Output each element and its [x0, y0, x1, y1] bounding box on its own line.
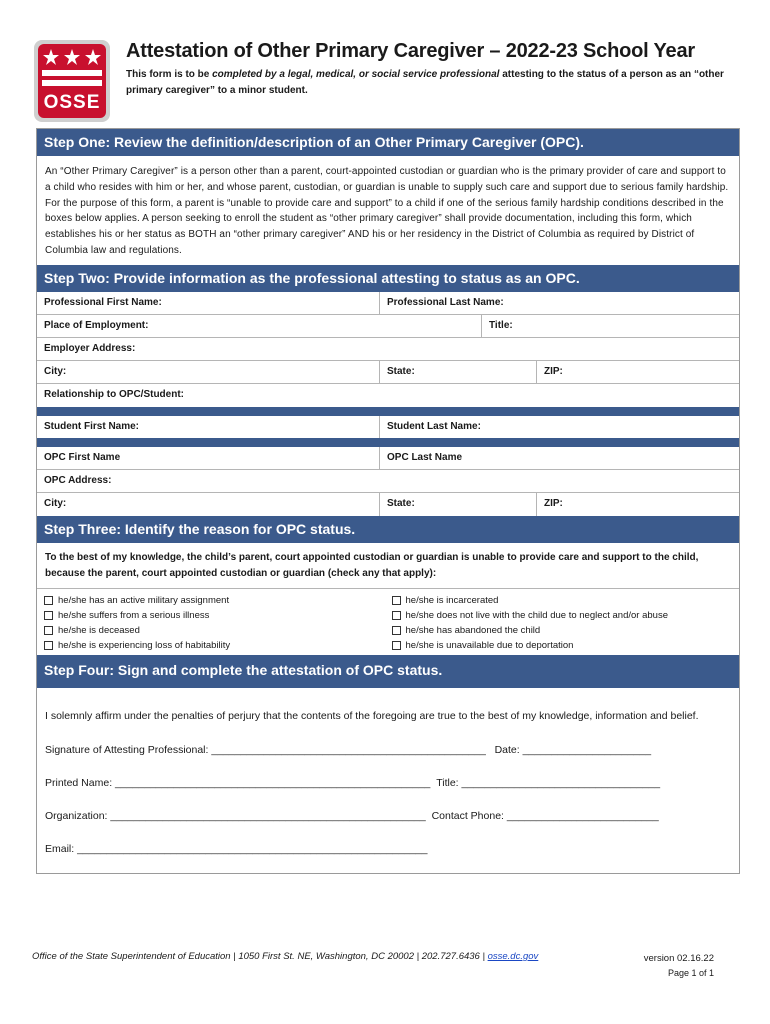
reason-deportation[interactable]: he/she is unavailable due to deportation	[392, 638, 740, 653]
opc-address-field[interactable]: OPC Address:	[44, 474, 112, 486]
relationship-row	[37, 384, 739, 407]
checkbox[interactable]	[44, 626, 53, 635]
opc-address-row	[37, 470, 739, 493]
version-block	[644, 951, 714, 981]
printed-name-line	[45, 777, 731, 810]
date-field[interactable]: Date: ______________________	[494, 743, 652, 756]
place-of-employment-field[interactable]: Place of Employment:	[37, 315, 482, 337]
printed-name-field[interactable]: Printed Name: ______________________________________________________	[45, 776, 431, 789]
checkbox[interactable]	[392, 596, 401, 605]
email-field[interactable]: Email: ____________________________________________________________	[45, 842, 428, 855]
signature-field[interactable]: Signature of Attesting Professional: _______________________________________________	[45, 743, 486, 756]
opc-name-row	[37, 447, 739, 470]
logo-text: OSSE	[43, 92, 101, 113]
employer-state-field[interactable]: State:	[380, 361, 537, 383]
organization-field[interactable]: Organization: ______________________________________________________	[45, 809, 426, 822]
reason-column-left	[44, 593, 392, 653]
student-last-name-field[interactable]: Student Last Name:	[387, 420, 481, 432]
checkbox[interactable]	[392, 611, 401, 620]
checkbox[interactable]	[392, 626, 401, 635]
checkbox[interactable]	[392, 641, 401, 650]
reason-military[interactable]: he/she has an active military assignment	[44, 593, 392, 608]
osse-logo	[34, 40, 110, 122]
step-three-heading: Step Three: Identify the reason for OPC status.	[37, 516, 739, 543]
step-four-body	[37, 688, 739, 873]
office-address: Office of the State Superintendent of Education | 1050 First St. NE, Washington, DC 20002 | 202.727.6436 |	[32, 951, 488, 962]
osse-website-link[interactable]: osse.dc.gov	[487, 951, 539, 962]
attestation-form	[36, 128, 740, 874]
signature-line	[45, 744, 731, 777]
reason-illness[interactable]: he/she suffers from a serious illness	[44, 608, 392, 623]
section-divider	[37, 438, 739, 447]
contact-phone-field[interactable]: Contact Phone: __________________________	[431, 809, 659, 822]
professional-first-name-field[interactable]: Professional First Name:	[37, 292, 380, 314]
version-text: version 02.16.22	[643, 953, 714, 964]
page-number: Page 1 of 1	[667, 968, 714, 978]
step-two-heading: Step Two: Provide information as the professional attesting to status as an OPC.	[37, 265, 739, 292]
checkbox[interactable]	[44, 596, 53, 605]
step-four-heading: Step Four: Sign and complete the attestation of OPC status.	[37, 655, 739, 688]
opc-city-row	[37, 493, 739, 516]
opc-zip-field[interactable]: ZIP:	[544, 497, 563, 509]
affirmation-text: I solemnly affirm under the penalties of perjury that the contents of the foregoing are true to the best of my knowledge, information and belief.	[45, 709, 699, 722]
page-footer	[32, 951, 734, 978]
checkbox[interactable]	[44, 611, 53, 620]
employer-address-row	[37, 338, 739, 361]
relationship-field[interactable]: Relationship to OPC/Student:	[44, 388, 184, 400]
employer-city-row	[37, 361, 739, 384]
opc-first-name-field[interactable]: OPC First Name	[37, 447, 380, 469]
student-name-row	[37, 416, 739, 438]
professional-name-row	[37, 292, 739, 315]
employment-row	[37, 315, 739, 338]
reason-column-right	[392, 593, 740, 653]
opc-last-name-field[interactable]: OPC Last Name	[387, 451, 463, 463]
reason-incarcerated[interactable]: he/she is incarcerated	[392, 593, 740, 608]
signer-title-field[interactable]: Title: __________________________________	[436, 776, 661, 789]
employer-zip-field[interactable]: ZIP:	[544, 365, 563, 377]
title-field[interactable]: Title:	[489, 319, 513, 331]
page-title: Attestation of Other Primary Caregiver – 2022-23 School Year	[126, 40, 695, 62]
opc-city-field[interactable]: City:	[37, 493, 380, 516]
employer-address-field[interactable]: Employer Address:	[44, 342, 136, 354]
step-three-text: To the best of my knowledge, the child’s parent, court appointed custodian or guardian is unable to provide care and support to the child, because the parent, court appointed custodian or guardian (check any that apply):	[37, 543, 739, 589]
section-divider	[37, 407, 739, 416]
intro-text: This form is to be completed by a legal, medical, or social service professional attesting to the status of a person as an “other primary caregiver” to a minor student.	[126, 69, 724, 96]
step-one-heading: Step One: Review the definition/description of an Other Primary Caregiver (OPC).	[37, 129, 739, 156]
reason-checklist	[37, 589, 739, 655]
opc-state-field[interactable]: State:	[380, 493, 537, 516]
email-line	[45, 843, 731, 865]
reason-neglect[interactable]: he/she does not live with the child due to neglect and/or abuse	[392, 608, 740, 623]
reason-deceased[interactable]: he/she is deceased	[44, 623, 392, 638]
checkbox[interactable]	[44, 641, 53, 650]
step-one-text: An “Other Primary Caregiver” is a person other than a parent, court-appointed custodian or guardian who is the primary provider of care and support to a child who resides with him or her, and whose parent, custodian, or guardian is unable to supply such care and support due to serious family hardship. For the purpose of this form, a parent is “unable to provide care and support” to a child if one of the serious family hardship conditions described in the boxes below applies. A person seeking to enroll the student as “other primary caregiver” shall provide documentation, including this form, which establishes his or her status as BOTH an “other primary caregiver” AND his or her residency in the District of Columbia as required by District of Columbia law and regulations.	[45, 166, 729, 256]
employer-city-field[interactable]: City:	[37, 361, 380, 383]
reason-abandoned[interactable]: he/she has abandoned the child	[392, 623, 740, 638]
student-first-name-field[interactable]: Student First Name:	[37, 416, 380, 438]
professional-last-name-field[interactable]: Professional Last Name:	[387, 296, 504, 308]
organization-line	[45, 810, 731, 843]
reason-habitability[interactable]: he/she is experiencing loss of habitability	[44, 638, 392, 653]
